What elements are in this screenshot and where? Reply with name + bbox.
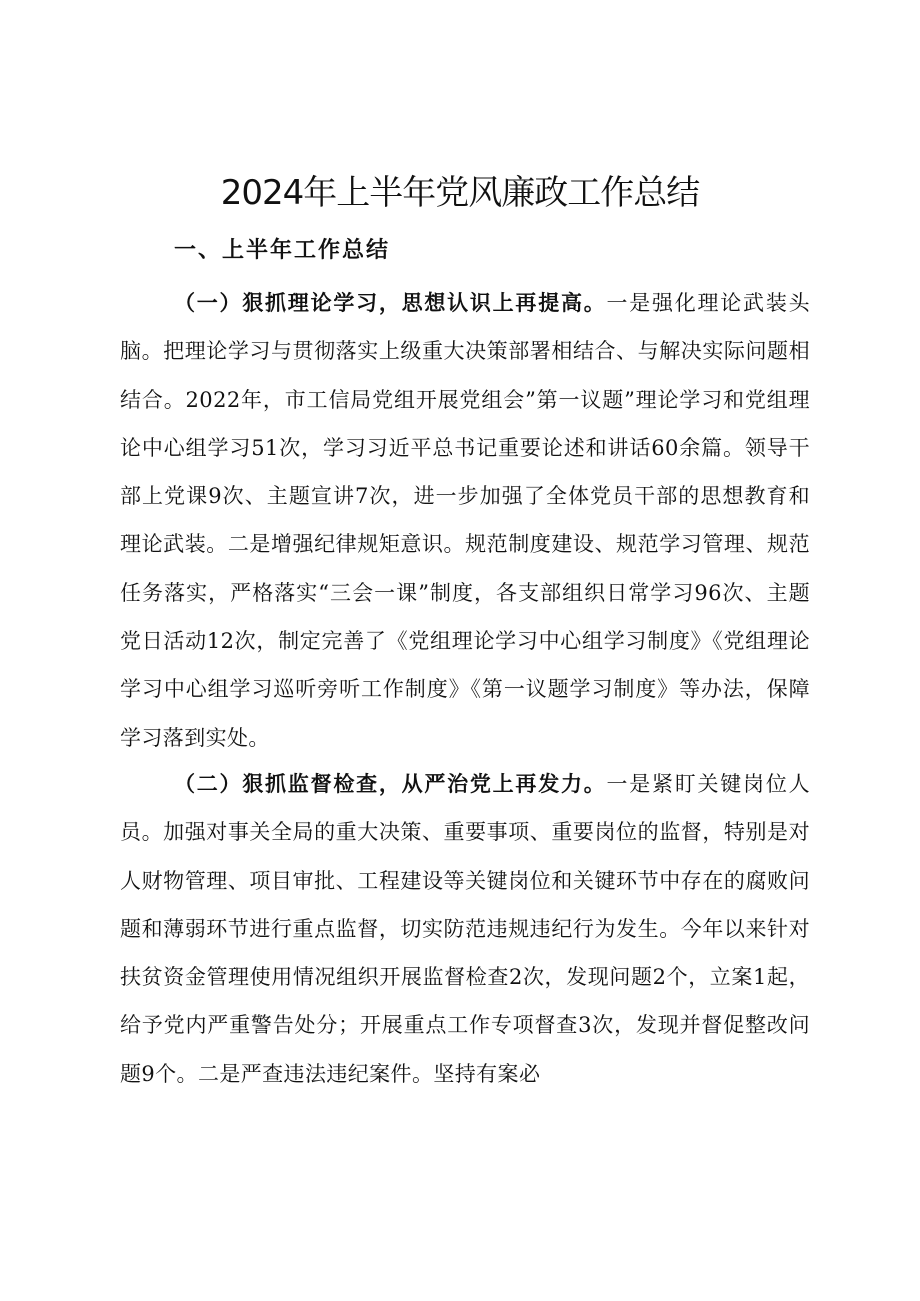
section-heading: 一、上半年工作总结 bbox=[174, 237, 391, 263]
paragraph-body: 一是紧盯关键岗位人员。加强对事关全局的重大决策、重要事项、重要岗位的监督，特别是对人财物管理、项目审批、工程建设等关键岗位和关键环节中存在的腐败问题和薄弱环节进行重点监督，切实防范违规违纪行为发生。今年以来针对扶贫资金管理使用情况组织开展监督检查2次，发现问题2个，立案1起，给予党内严重警告处分；开展重点工作专项督查3次，发现并督促整改问题9个。二是严查违法违纪案件。坚持有案必 bbox=[120, 772, 810, 1086]
paragraph-supervision bbox=[120, 760, 810, 1098]
document-title: 2024年上半年党风廉政工作总结 bbox=[220, 173, 700, 213]
paragraph-heading: （二）狠抓监督检查，从严治党上再发力。 bbox=[174, 771, 607, 796]
paragraph-heading: （一）狠抓理论学习，思想认识上再提高。 bbox=[174, 290, 607, 315]
paragraph-body: 一是强化理论武装头脑。把理论学习与贯彻落实上级重大决策部署相结合、与解决实际问题相结合。2022年，市工信局党组开展党组会”第一议题”理论学习和党组理论中心组学习51次，学习习近平总书记重要论述和讲话60余篇。领导干部上党课9次、主题宣讲7次，进一步加强了全体党员干部的思想教育和理论武装。二是增强纪律规矩意识。规范制度建设、规范学习管理、规范任务落实，严格落实“三会一课”制度，各支部组织日常学习96次、主题党日活动12次，制定完善了《党组理论学习中心组学习制度》《党组理论学习中心组学习巡听旁听工作制度》《第一议题学习制度》等办法，保障学习落到实处。 bbox=[120, 291, 810, 750]
paragraph-theory-study bbox=[120, 279, 810, 762]
